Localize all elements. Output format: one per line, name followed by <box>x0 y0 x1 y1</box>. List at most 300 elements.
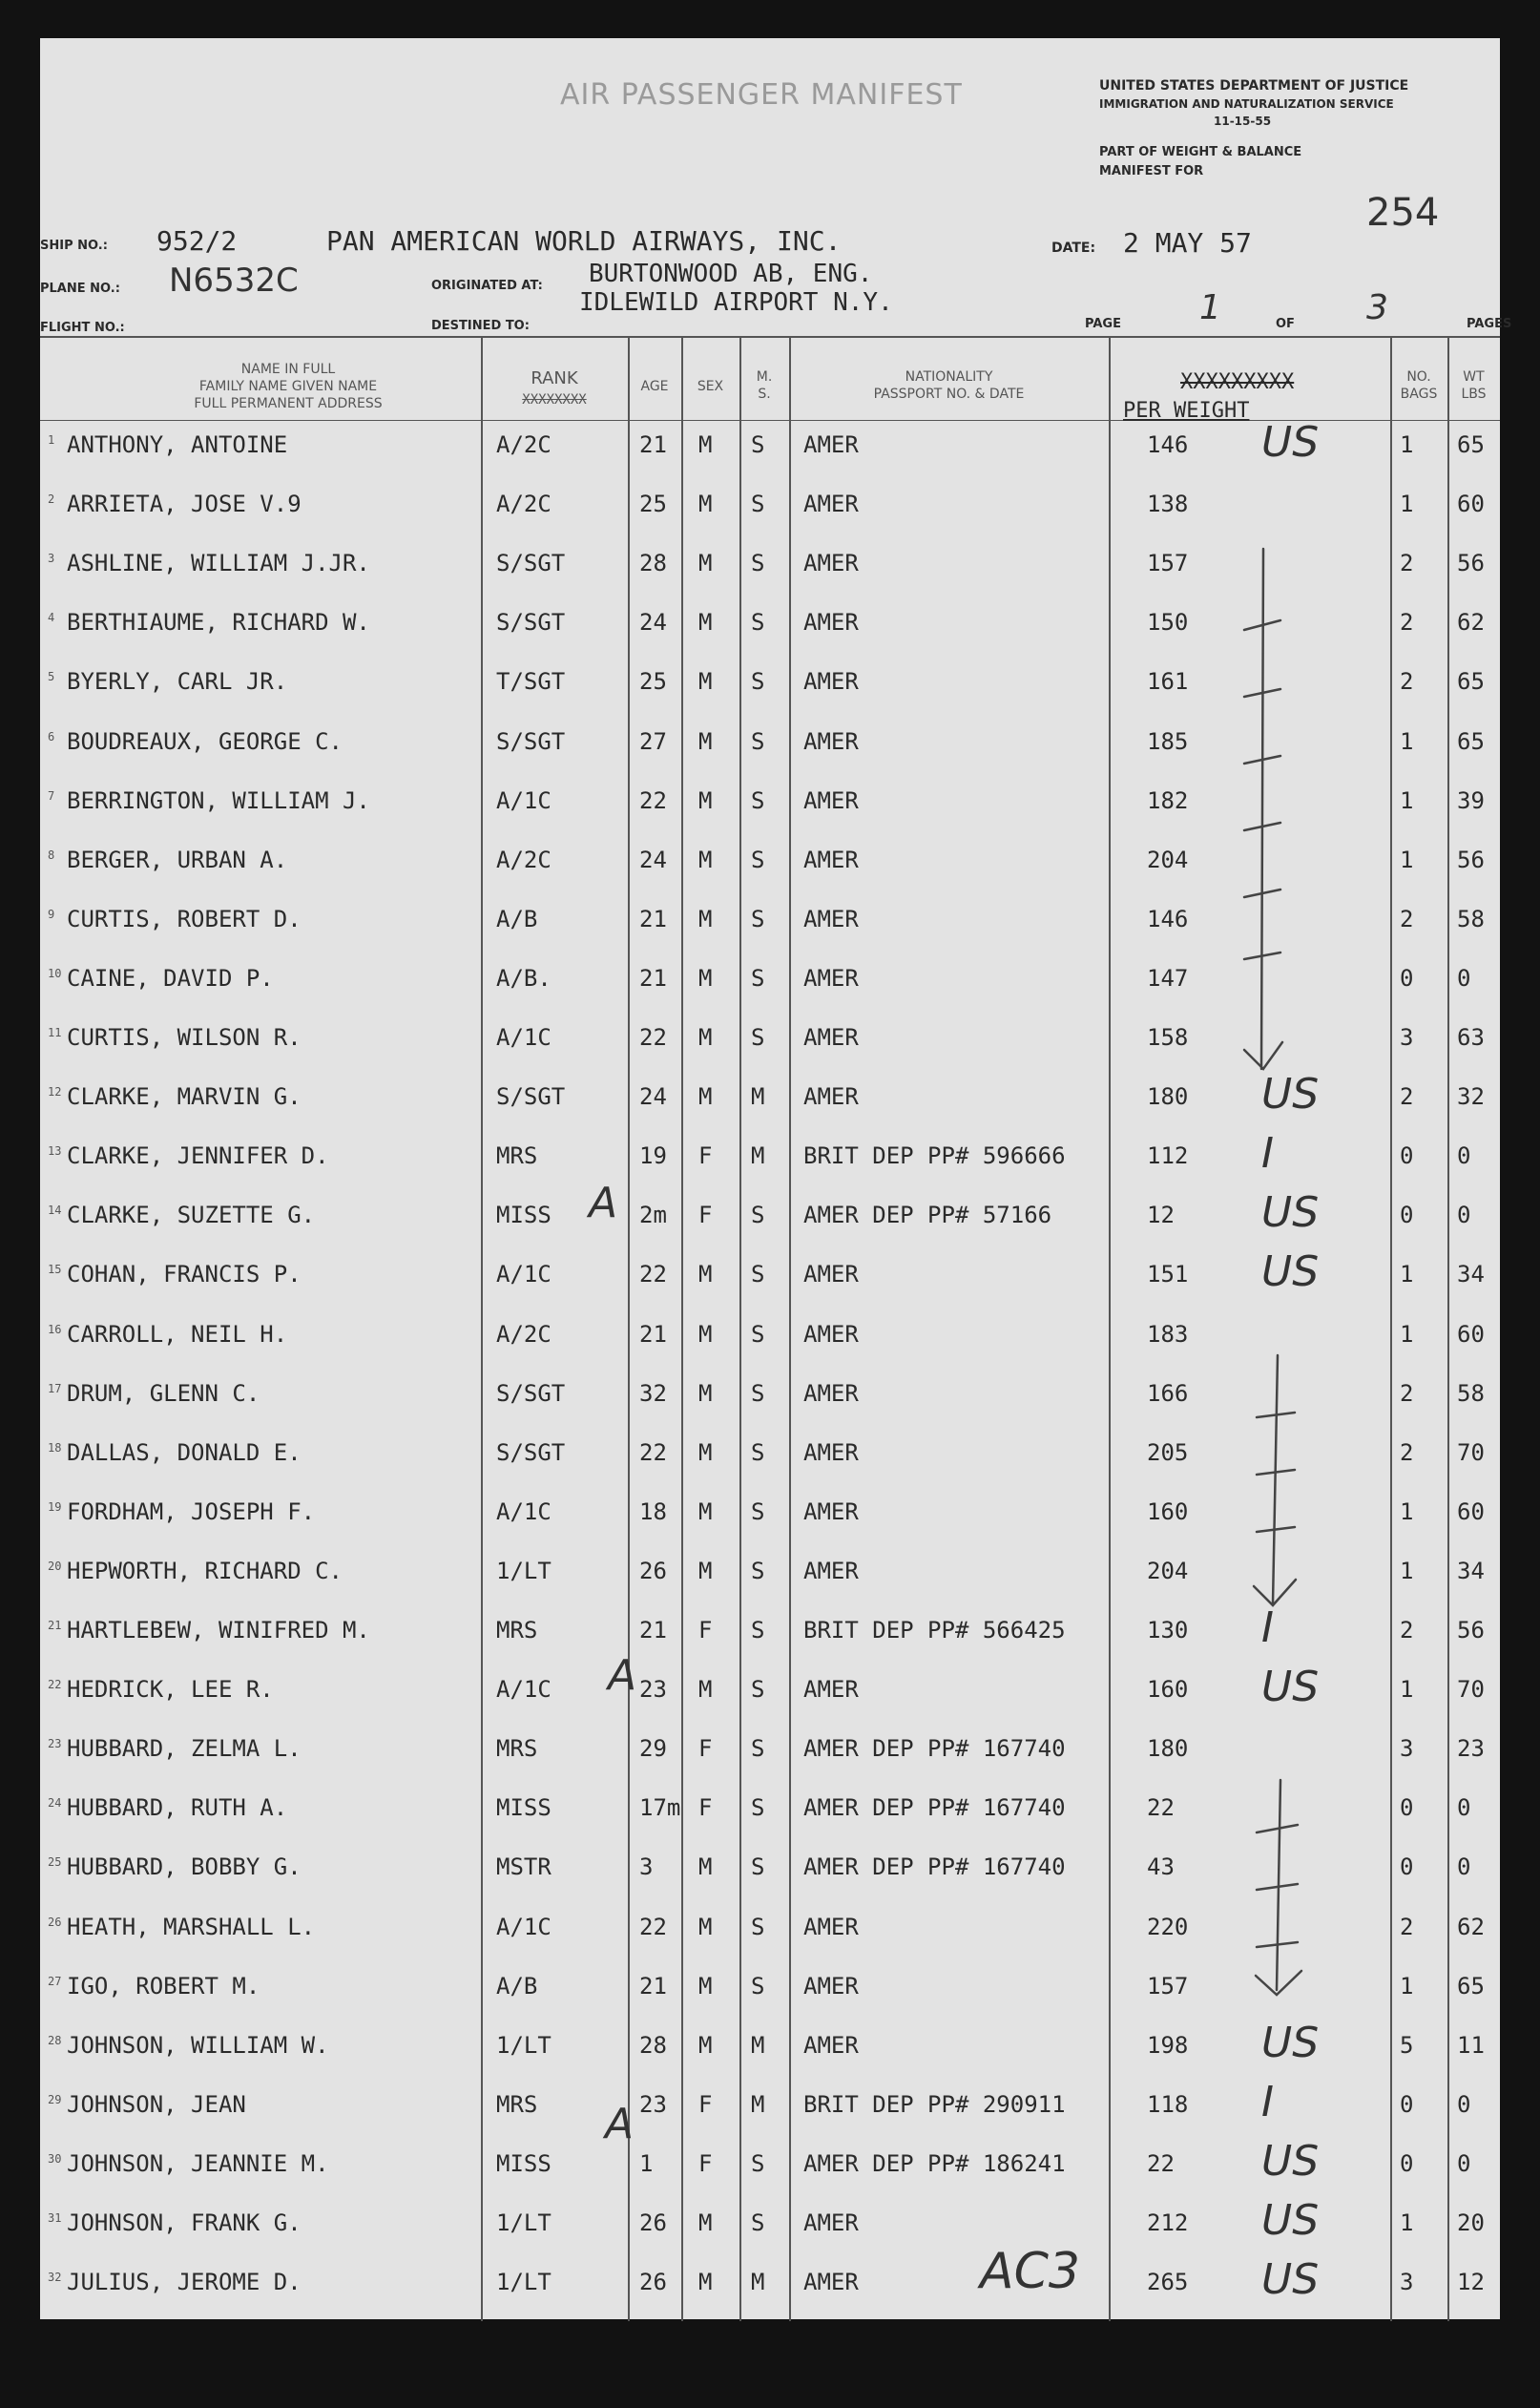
passenger-weight: 161 <box>1147 668 1189 696</box>
passenger-bag-weight: 56 <box>1457 1617 1485 1644</box>
passenger-bags: 1 <box>1400 1497 1414 1525</box>
passenger-bags: 2 <box>1400 905 1414 932</box>
passenger-sex: M <box>698 786 713 814</box>
passenger-bags: 3 <box>1400 1024 1414 1051</box>
passenger-name: ANTHONY, ANTOINE <box>67 431 288 458</box>
passenger-rank: MRS <box>496 1735 538 1763</box>
passenger-name: COHAN, FRANCIS P. <box>67 1261 302 1288</box>
passenger-rank: A/2C <box>496 1320 551 1348</box>
row-number: 15 <box>48 1263 62 1277</box>
row-number: 22 <box>48 1678 62 1692</box>
passenger-age: 21 <box>639 1320 667 1348</box>
header-rule-top <box>40 336 1500 338</box>
passenger-age: 25 <box>639 491 667 518</box>
col-head-weight-text: PER WEIGHT <box>1123 399 1250 423</box>
passenger-bags: 5 <box>1400 2031 1414 2059</box>
manifest-title: AIR PASSENGER MANIFEST <box>560 78 963 112</box>
passenger-weight: 205 <box>1147 1438 1189 1466</box>
passenger-name: JOHNSON, JEAN <box>67 2090 246 2118</box>
table-row <box>40 1914 1500 1973</box>
passenger-age: 22 <box>639 1913 667 1940</box>
passenger-rank: 1/LT <box>496 2031 551 2059</box>
col-head-nat-line2: PASSPORT NO. & DATE <box>873 387 1025 402</box>
table-row <box>40 1439 1500 1498</box>
passenger-bags: 2 <box>1400 1913 1414 1940</box>
passenger-name: HEDRICK, LEE R. <box>67 1676 274 1704</box>
passenger-weight: 138 <box>1147 491 1189 518</box>
passenger-nationality: AMER <box>803 964 859 992</box>
passenger-sex: M <box>698 550 713 577</box>
passenger-sex: F <box>698 2149 713 2177</box>
handwritten-a-mark-2: A <box>608 1651 637 1700</box>
passenger-marital: S <box>751 905 765 932</box>
passenger-rank: A/2C <box>496 846 551 873</box>
table-row <box>40 2018 1500 2091</box>
passenger-name: DALLAS, DONALD E. <box>67 1438 302 1466</box>
row-number: 20 <box>48 1559 62 1573</box>
passenger-sex: M <box>698 964 713 992</box>
passenger-name: BYERLY, CARL JR. <box>67 668 288 696</box>
passenger-sex: M <box>698 609 713 637</box>
date-label: DATE: <box>1051 241 1096 256</box>
row-number: 26 <box>48 1915 62 1929</box>
passenger-sex: F <box>698 2090 713 2118</box>
agency-line-2: IMMIGRATION AND NATURALIZATION SERVICE <box>1099 97 1394 111</box>
passenger-bag-weight: 56 <box>1457 550 1485 577</box>
passenger-sex: M <box>698 727 713 755</box>
passenger-rank: A/B. <box>496 964 551 992</box>
passenger-bags: 1 <box>1400 1320 1414 1348</box>
passenger-weight: 166 <box>1147 1379 1189 1407</box>
passenger-bag-weight: 65 <box>1457 727 1485 755</box>
plane-value: N6532C <box>169 262 299 300</box>
passenger-bags: 1 <box>1400 1972 1414 2000</box>
passenger-handwritten-mark: US <box>1261 2136 1320 2186</box>
passenger-age: 24 <box>639 1083 667 1111</box>
passenger-handwritten-mark: US <box>1261 418 1320 467</box>
passenger-bag-weight: 23 <box>1457 1735 1485 1763</box>
table-row <box>40 847 1500 906</box>
passenger-weight: 182 <box>1147 786 1189 814</box>
passenger-weight: 204 <box>1147 846 1189 873</box>
passenger-name: CAINE, DAVID P. <box>67 964 274 992</box>
passenger-weight: 160 <box>1147 1497 1189 1525</box>
passenger-marital: S <box>751 1794 765 1822</box>
passenger-bags: 1 <box>1400 786 1414 814</box>
passenger-age: 25 <box>639 668 667 696</box>
passenger-bags: 1 <box>1400 1557 1414 1584</box>
passenger-nationality: AMER <box>803 668 859 696</box>
passenger-bag-weight: 60 <box>1457 1497 1485 1525</box>
passenger-nationality: AMER DEP PP# 167740 <box>803 1735 1066 1763</box>
passenger-nationality: AMER <box>803 1438 859 1466</box>
passenger-sex: F <box>698 1794 713 1822</box>
passenger-sex: M <box>698 668 713 696</box>
passenger-name: ARRIETA, JOSE V.9 <box>67 491 302 518</box>
passenger-bag-weight: 65 <box>1457 431 1485 458</box>
passenger-bags: 0 <box>1400 1202 1414 1229</box>
passenger-handwritten-mark: I <box>1261 1129 1274 1179</box>
passenger-age: 24 <box>639 846 667 873</box>
passenger-marital: M <box>751 2031 765 2059</box>
passenger-bag-weight: 0 <box>1457 2090 1471 2118</box>
row-number: 2 <box>48 492 55 507</box>
passenger-weight: 112 <box>1147 1142 1189 1170</box>
passenger-age: 27 <box>639 727 667 755</box>
passenger-age: 21 <box>639 1617 667 1644</box>
passenger-weight: 157 <box>1147 1972 1189 2000</box>
passenger-bag-weight: 0 <box>1457 1853 1471 1881</box>
passenger-nationality: AMER DEP PP# 167740 <box>803 1794 1066 1822</box>
passenger-sex: M <box>698 1379 713 1407</box>
passenger-age: 26 <box>639 2269 667 2296</box>
passenger-age: 17m <box>639 1794 681 1822</box>
passenger-marital: S <box>751 609 765 637</box>
handwritten-a-mark-1: A <box>589 1179 618 1227</box>
passenger-marital: S <box>751 491 765 518</box>
passenger-bags: 0 <box>1400 2090 1414 2118</box>
agency-line-3: 11-15-55 <box>1214 115 1272 128</box>
passenger-bag-weight: 65 <box>1457 1972 1485 2000</box>
passenger-sex: M <box>698 1557 713 1584</box>
passenger-age: 26 <box>639 2209 667 2236</box>
row-number: 31 <box>48 2211 62 2225</box>
passenger-nationality: AMER <box>803 1913 859 1940</box>
passenger-sex: F <box>698 1202 713 1229</box>
row-number: 19 <box>48 1499 62 1514</box>
passenger-bag-weight: 63 <box>1457 1024 1485 1051</box>
page-label: PAGE <box>1085 317 1121 331</box>
passenger-weight: 151 <box>1147 1261 1189 1288</box>
passenger-sex: M <box>698 1024 713 1051</box>
col-head-bags-line2: BAGS <box>1400 387 1438 402</box>
passenger-nationality: AMER <box>803 491 859 518</box>
passenger-age: 19 <box>639 1142 667 1170</box>
row-number: 12 <box>48 1085 62 1099</box>
passenger-bags: 2 <box>1400 609 1414 637</box>
passenger-marital: S <box>751 964 765 992</box>
passenger-rank: 1/LT <box>496 1557 551 1584</box>
passenger-bag-weight: 0 <box>1457 2149 1471 2177</box>
passenger-bags: 2 <box>1400 1083 1414 1111</box>
passenger-weight: 160 <box>1147 1676 1189 1704</box>
col-head-age: AGE <box>640 379 669 394</box>
passenger-age: 21 <box>639 1972 667 2000</box>
passenger-name: HUBBARD, BOBBY G. <box>67 1853 302 1881</box>
passenger-name: FORDHAM, JOSEPH F. <box>67 1497 316 1525</box>
passenger-rank: MRS <box>496 2090 538 2118</box>
row-number: 18 <box>48 1440 62 1455</box>
passenger-bags: 0 <box>1400 1853 1414 1881</box>
table-row <box>40 1794 1500 1853</box>
passenger-bags: 0 <box>1400 1142 1414 1170</box>
passenger-sex: M <box>698 1853 713 1881</box>
passenger-age: 21 <box>639 905 667 932</box>
passenger-sex: M <box>698 846 713 873</box>
passenger-bag-weight: 0 <box>1457 1794 1471 1822</box>
passenger-nationality: AMER <box>803 2031 859 2059</box>
row-number: 6 <box>48 729 55 743</box>
passenger-nationality: AMER <box>803 1261 859 1288</box>
col-head-rank-struck: XXXXXXXX <box>522 392 587 408</box>
passenger-rank: A/2C <box>496 491 551 518</box>
passenger-weight: 147 <box>1147 964 1189 992</box>
passenger-weight: 150 <box>1147 609 1189 637</box>
passenger-bags: 1 <box>1400 846 1414 873</box>
col-head-sex: SEX <box>697 379 724 394</box>
passenger-marital: M <box>751 1142 765 1170</box>
passenger-name: CLARKE, MARVIN G. <box>67 1083 302 1111</box>
passenger-marital: S <box>751 1497 765 1525</box>
row-number: 30 <box>48 2151 62 2166</box>
passenger-bag-weight: 70 <box>1457 1438 1485 1466</box>
passenger-age: 29 <box>639 1735 667 1763</box>
col-head-weight <box>1123 368 1371 426</box>
passenger-nationality: AMER <box>803 431 859 458</box>
passenger-sex: M <box>698 1676 713 1704</box>
col-head-weight-struck: XXXXXXXXX <box>1180 370 1295 394</box>
passenger-bags: 2 <box>1400 1379 1414 1407</box>
row-number: 14 <box>48 1204 62 1218</box>
passenger-name: HEPWORTH, RICHARD C. <box>67 1557 343 1584</box>
passenger-nationality: AMER <box>803 1320 859 1348</box>
passenger-bags: 2 <box>1400 668 1414 696</box>
passenger-nationality: AMER <box>803 727 859 755</box>
passenger-nationality: AMER DEP PP# 57166 <box>803 1202 1052 1229</box>
passenger-age: 21 <box>639 964 667 992</box>
passenger-bag-weight: 12 <box>1457 2269 1485 2296</box>
passenger-weight: 158 <box>1147 1024 1189 1051</box>
passenger-bags: 2 <box>1400 1617 1414 1644</box>
passenger-bag-weight: 60 <box>1457 491 1485 518</box>
passenger-nationality: AMER <box>803 2269 859 2296</box>
passenger-rank: MRS <box>496 1617 538 1644</box>
passenger-handwritten-mark: US <box>1261 2196 1320 2245</box>
col-head-nationality <box>789 368 1109 403</box>
passenger-name: CURTIS, WILSON R. <box>67 1024 302 1051</box>
passenger-marital: S <box>751 1438 765 1466</box>
row-number: 29 <box>48 2092 62 2106</box>
col-head-ms-line1: M. <box>756 369 773 385</box>
passenger-marital: M <box>751 2090 765 2118</box>
passenger-sex: M <box>698 431 713 458</box>
passenger-age: 23 <box>639 1676 667 1704</box>
passenger-nationality: BRIT DEP PP# 290911 <box>803 2090 1066 2118</box>
passenger-bags: 1 <box>1400 491 1414 518</box>
passenger-age: 24 <box>639 609 667 637</box>
passenger-marital: S <box>751 1320 765 1348</box>
table-row <box>40 418 1500 491</box>
handwritten-ac3-mark: AC3 <box>980 2243 1080 2300</box>
passenger-name: JULIUS, JEROME D. <box>67 2269 302 2296</box>
passenger-marital: S <box>751 1261 765 1288</box>
flight-label: FLIGHT NO.: <box>40 321 125 335</box>
passenger-bag-weight: 0 <box>1457 964 1471 992</box>
destined-value: IDLEWILD AIRPORT N.Y. <box>579 288 893 317</box>
passenger-bag-weight: 11 <box>1457 2031 1485 2059</box>
passenger-bags: 2 <box>1400 1438 1414 1466</box>
passenger-rank: A/1C <box>496 1913 551 1940</box>
row-number: 13 <box>48 1144 62 1159</box>
passenger-handwritten-mark: I <box>1261 1603 1274 1652</box>
passenger-marital: S <box>751 1617 765 1644</box>
passenger-sex: M <box>698 2209 713 2236</box>
passenger-age: 22 <box>639 786 667 814</box>
col-head-bags-line1: NO. <box>1406 369 1431 385</box>
col-head-nat-line1: NATIONALITY <box>905 369 993 385</box>
table-row <box>40 1070 1500 1142</box>
passenger-bags: 1 <box>1400 431 1414 458</box>
passenger-bag-weight: 62 <box>1457 609 1485 637</box>
passenger-weight: 204 <box>1147 1557 1189 1584</box>
passenger-rank: T/SGT <box>496 668 566 696</box>
passenger-bags: 0 <box>1400 964 1414 992</box>
passenger-handwritten-mark: US <box>1261 2018 1320 2067</box>
passenger-name: CARROLL, NEIL H. <box>67 1320 288 1348</box>
passenger-name: JOHNSON, FRANK G. <box>67 2209 302 2236</box>
passenger-age: 21 <box>639 431 667 458</box>
passenger-rank: MISS <box>496 2149 551 2177</box>
passenger-rank: MRS <box>496 1142 538 1170</box>
passenger-rank: A/2C <box>496 431 551 458</box>
passenger-rank: A/1C <box>496 1261 551 1288</box>
passenger-bag-weight: 0 <box>1457 1142 1471 1170</box>
passenger-rank: S/SGT <box>496 609 566 637</box>
passenger-marital: S <box>751 2149 765 2177</box>
row-number: 11 <box>48 1026 62 1039</box>
ship-label: SHIP NO.: <box>40 239 108 253</box>
passenger-nationality: AMER <box>803 2209 859 2236</box>
row-number: 21 <box>48 1619 62 1632</box>
passenger-marital: S <box>751 786 765 814</box>
passenger-sex: F <box>698 1735 713 1763</box>
passenger-rank: A/B <box>496 905 538 932</box>
passenger-marital: S <box>751 846 765 873</box>
passenger-marital: S <box>751 668 765 696</box>
passenger-rank: S/SGT <box>496 1379 566 1407</box>
agency-line-1: UNITED STATES DEPARTMENT OF JUSTICE <box>1099 78 1409 94</box>
passenger-marital: S <box>751 727 765 755</box>
passenger-marital: S <box>751 1379 765 1407</box>
originated-value: BURTONWOOD AB, ENG. <box>589 260 873 288</box>
passenger-rank: MISS <box>496 1794 551 1822</box>
passenger-weight: 118 <box>1147 2090 1189 2118</box>
row-number: 27 <box>48 1974 62 1988</box>
passenger-sex: M <box>698 1972 713 2000</box>
passenger-bag-weight: 34 <box>1457 1557 1485 1584</box>
passenger-name: HUBBARD, ZELMA L. <box>67 1735 302 1763</box>
passenger-handwritten-mark: US <box>1261 2255 1320 2305</box>
passenger-bag-weight: 56 <box>1457 846 1485 873</box>
row-number: 17 <box>48 1381 62 1395</box>
part-line-2: MANIFEST FOR <box>1099 164 1204 178</box>
passenger-weight: 130 <box>1147 1617 1189 1644</box>
table-row <box>40 491 1500 550</box>
passenger-weight: 157 <box>1147 550 1189 577</box>
passenger-handwritten-mark: US <box>1261 1188 1320 1238</box>
passenger-weight: 212 <box>1147 2209 1189 2236</box>
passenger-marital: S <box>751 550 765 577</box>
col-head-name-line3: FULL PERMANENT ADDRESS <box>194 396 383 411</box>
passenger-bags: 1 <box>1400 1676 1414 1704</box>
passenger-name: BOUDREAUX, GEORGE C. <box>67 727 343 755</box>
passenger-name: CLARKE, SUZETTE G. <box>67 1202 316 1229</box>
passenger-nationality: AMER <box>803 609 859 637</box>
passenger-bags: 1 <box>1400 2209 1414 2236</box>
passenger-bags: 0 <box>1400 1794 1414 1822</box>
table-row <box>40 1853 1500 1913</box>
passenger-marital: S <box>751 1024 765 1051</box>
passenger-weight: 12 <box>1147 1202 1175 1229</box>
row-number: 16 <box>48 1322 62 1336</box>
passenger-nationality: AMER <box>803 1557 859 1584</box>
passenger-rank: S/SGT <box>496 1083 566 1111</box>
table-row <box>40 1498 1500 1558</box>
passenger-weight: 146 <box>1147 905 1189 932</box>
passenger-rank: A/B <box>496 1972 538 2000</box>
passenger-weight: 183 <box>1147 1320 1189 1348</box>
col-head-wt <box>1447 368 1500 403</box>
passenger-bag-weight: 20 <box>1457 2209 1485 2236</box>
row-number: 5 <box>48 670 55 684</box>
handwritten-a-mark-3: A <box>605 2100 635 2148</box>
passenger-marital: S <box>751 431 765 458</box>
table-row <box>40 1558 1500 1617</box>
row-number: 8 <box>48 848 55 862</box>
passenger-sex: M <box>698 1083 713 1111</box>
passenger-rank: A/1C <box>496 1497 551 1525</box>
passenger-name: BERTHIAUME, RICHARD W. <box>67 609 370 637</box>
passenger-bags: 0 <box>1400 2149 1414 2177</box>
passenger-rank: MISS <box>496 1202 551 1229</box>
passenger-name: HEATH, MARSHALL L. <box>67 1913 316 1940</box>
passenger-bags: 2 <box>1400 550 1414 577</box>
row-number: 32 <box>48 2271 62 2285</box>
passenger-name: CLARKE, JENNIFER D. <box>67 1142 329 1170</box>
passenger-name: JOHNSON, WILLIAM W. <box>67 2031 329 2059</box>
passenger-name: BERRINGTON, WILLIAM J. <box>67 786 370 814</box>
passenger-weight: 22 <box>1147 1794 1175 1822</box>
passenger-nationality: AMER <box>803 550 859 577</box>
row-number: 25 <box>48 1855 62 1870</box>
row-number: 4 <box>48 611 55 625</box>
passenger-name: BERGER, URBAN A. <box>67 846 288 873</box>
passenger-age: 26 <box>639 1557 667 1584</box>
passenger-bags: 1 <box>1400 727 1414 755</box>
passenger-sex: M <box>698 1438 713 1466</box>
passenger-marital: M <box>751 2269 765 2296</box>
passenger-handwritten-mark: I <box>1261 2077 1274 2126</box>
passenger-name: IGO, ROBERT M. <box>67 1972 260 2000</box>
of-value: 3 <box>1366 288 1388 327</box>
passenger-marital: S <box>751 2209 765 2236</box>
passenger-rank: S/SGT <box>496 550 566 577</box>
table-row <box>40 609 1500 668</box>
passenger-nationality: AMER <box>803 786 859 814</box>
passenger-rank: S/SGT <box>496 727 566 755</box>
passenger-marital: S <box>751 1913 765 1940</box>
passenger-age: 32 <box>639 1379 667 1407</box>
passenger-age: 28 <box>639 2031 667 2059</box>
passenger-nationality: AMER <box>803 1972 859 2000</box>
row-number: 10 <box>48 966 62 980</box>
passenger-rank: A/1C <box>496 1024 551 1051</box>
passenger-sex: M <box>698 1913 713 1940</box>
row-number: 3 <box>48 552 55 566</box>
passenger-weight: 22 <box>1147 2149 1175 2177</box>
table-row <box>40 1663 1500 1735</box>
col-head-bags <box>1390 368 1447 403</box>
